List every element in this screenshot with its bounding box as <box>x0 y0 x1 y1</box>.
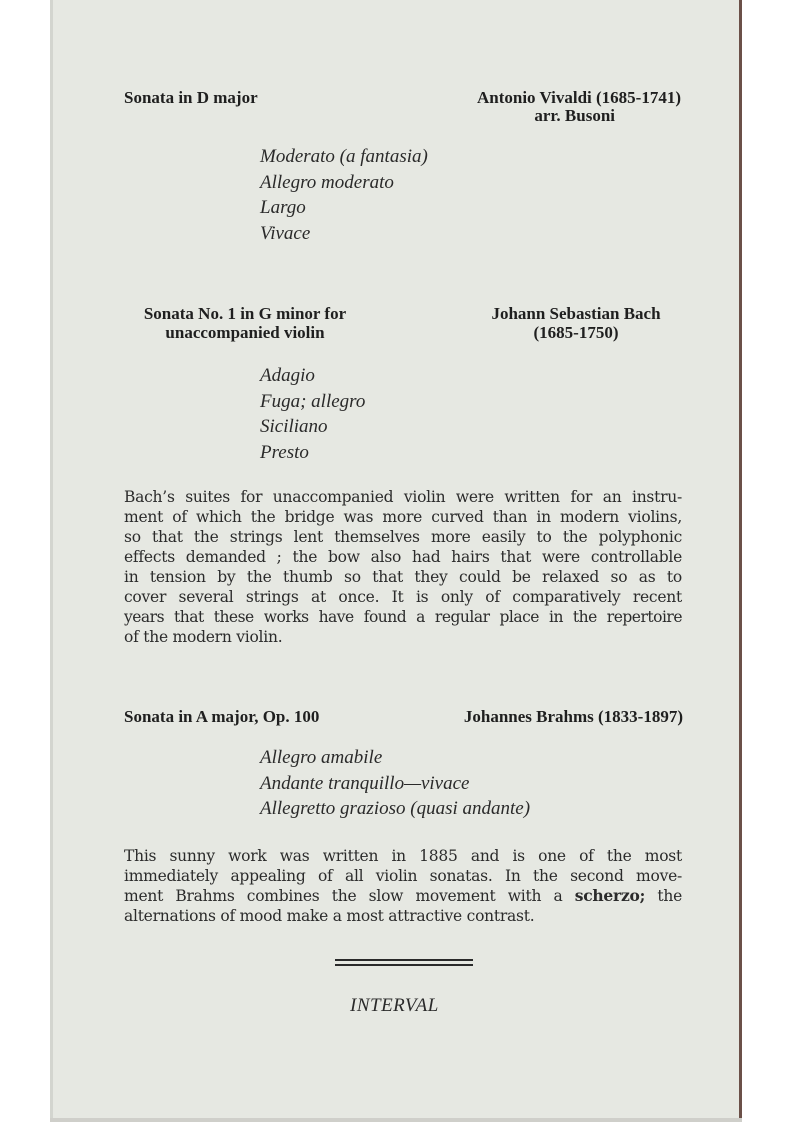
movement: Siciliano <box>260 416 328 438</box>
piece-1-movements <box>260 144 428 246</box>
movement: Allegro amabile <box>260 747 383 768</box>
piece-3-title: Sonata in A major, Op. 100 <box>124 707 320 726</box>
piece-3-composer: Johannes Brahms (1833-1897) <box>463 707 683 726</box>
movement: Vivace <box>260 222 311 244</box>
piece-3-note: This sunny work was written in 1885 and is one of the most immediately appealing of all violin sonatas. In the second move- ment Brahms combines the slow movement with a scherzo; the alternations of mood make a most attractive contrast. <box>124 847 682 925</box>
note-line-with-term: ment Brahms combines the slow movement with a scherzo; the <box>124 886 682 905</box>
piece-2-title: Sonata No. 1 in G minor for unaccompanied violin <box>143 304 347 342</box>
divider-rule-top <box>335 959 473 961</box>
movement: Adagio <box>260 365 315 386</box>
interval-label: INTERVAL <box>350 995 439 1016</box>
piece-2-movements <box>260 363 365 465</box>
movement: Presto <box>260 441 309 463</box>
term-scherzo: scherzo; <box>574 886 646 905</box>
page-edge-bottom <box>50 1118 742 1122</box>
piece-1-title: Sonata in D major <box>124 88 258 107</box>
movement: Fuga; allegro <box>260 390 366 412</box>
divider-rule-bottom <box>335 964 473 966</box>
piece-2-note: Bach’s suites for unaccompanied violin were written for an instru- ment of which the bridge was more curved than in modern violins, so that the strings lent themselves more easily to the polyphonic effects demanded ; the bow also had hairs that were controllable in tension by the thumb so that they could be relaxed so as to cover several strings at once. It is only of comparatively recent years that these works have found a regular place in the repertoire of the modern violin. <box>124 488 682 646</box>
piece-1-arranger: arr. Busoni <box>534 106 615 125</box>
movement: Andante tranquillo—vivace <box>260 772 470 794</box>
movement: Allegretto grazioso (quasi andante) <box>260 798 531 820</box>
piece-1-composer: Antonio Vivaldi (1685-1741) <box>476 88 681 107</box>
movement: Allegro moderato <box>260 171 394 193</box>
piece-2-composer: Johann Sebastian Bach (1685-1750) <box>491 304 661 342</box>
piece-3-movements <box>260 745 530 822</box>
page-edge-left <box>50 0 53 1121</box>
movement: Moderato (a fantasia) <box>260 146 428 167</box>
movement: Largo <box>260 197 306 219</box>
